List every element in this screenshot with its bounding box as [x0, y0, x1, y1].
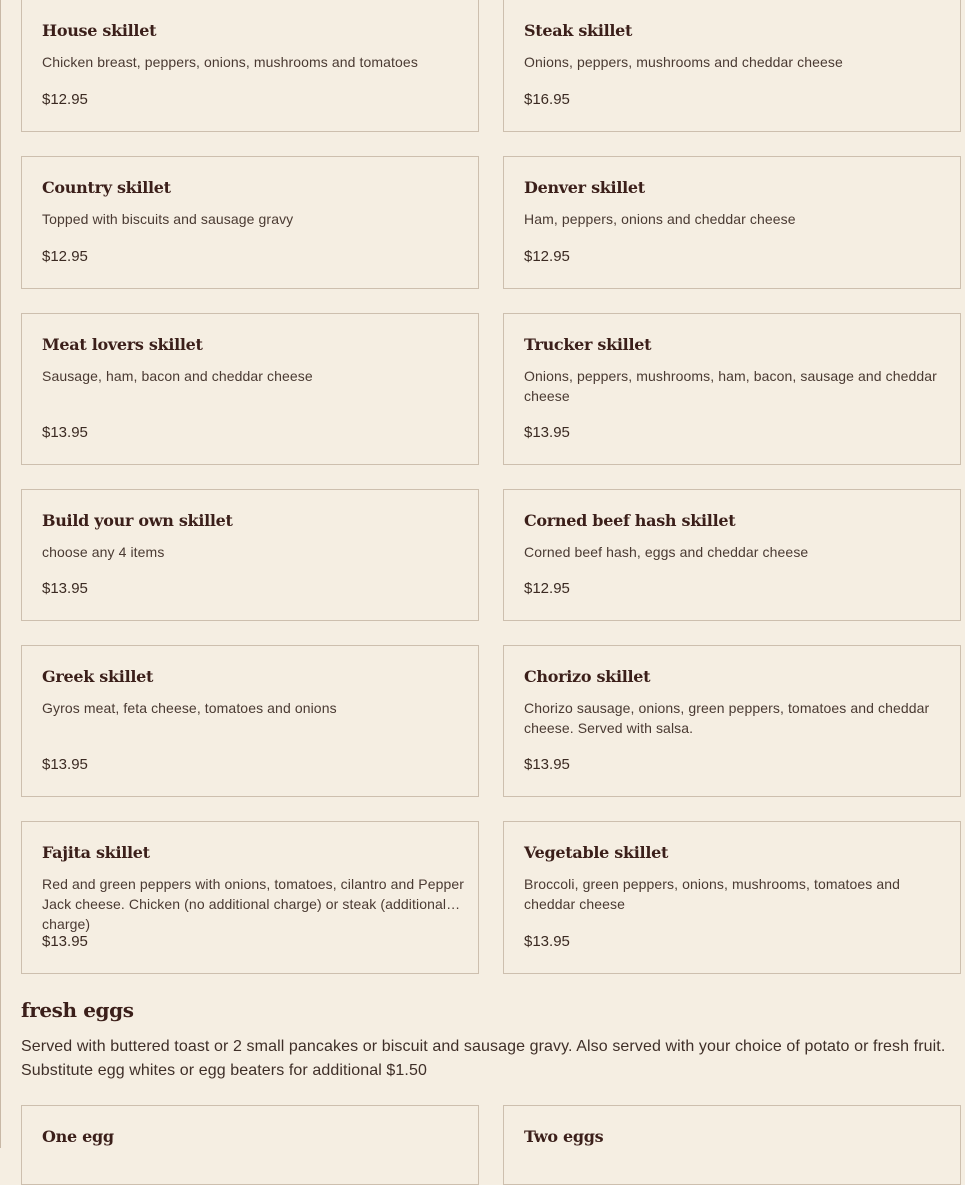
- menu-item-card[interactable]: [503, 1105, 961, 1185]
- menu-item-card[interactable]: [21, 0, 479, 132]
- menu-item-description: Chicken breast, peppers, onions, mushrooms and tomatoes: [42, 54, 418, 70]
- menu-item-description: Broccoli, green peppers, onions, mushrooms, tomatoes and cheddar cheese: [524, 876, 901, 912]
- section-title-fresh-eggs: fresh eggs: [21, 998, 134, 1022]
- menu-item-description: Chorizo sausage, onions, green peppers, tomatoes and cheddar cheese. Served with salsa.: [524, 700, 930, 736]
- menu-item-card[interactable]: [503, 313, 961, 465]
- menu-item-price: $13.95: [524, 933, 570, 950]
- menu-item-price: $13.95: [524, 756, 570, 773]
- menu-item-description: Ham, peppers, onions and cheddar cheese: [524, 211, 796, 227]
- menu-item-card[interactable]: [21, 1105, 479, 1185]
- menu-item-description: Topped with biscuits and sausage gravy: [42, 211, 294, 227]
- menu-item-price: $13.95: [524, 424, 570, 441]
- menu-item-name: Vegetable skillet: [524, 843, 669, 862]
- menu-item-name: Chorizo skillet: [524, 667, 651, 686]
- menu-item-card[interactable]: [503, 645, 961, 797]
- menu-item-name: Trucker skillet: [524, 335, 652, 354]
- menu-item-card[interactable]: [21, 645, 479, 797]
- menu-item-price: $16.95: [524, 91, 570, 108]
- menu-item-name: Country skillet: [42, 178, 171, 197]
- menu-item-description: Red and green peppers with onions, tomatoes, cilantro and Pepper Jack cheese. Chicken (no additional charge) or steak (additional charge): [42, 876, 464, 932]
- menu-item-name: Build your own skillet: [42, 511, 233, 530]
- menu-item-price: $13.95: [42, 933, 88, 950]
- menu-item-card[interactable]: [503, 0, 961, 132]
- menu-item-description: Sausage, ham, bacon and cheddar cheese: [42, 368, 313, 384]
- menu-item-price: $13.95: [42, 580, 88, 597]
- menu-item-card[interactable]: [21, 313, 479, 465]
- menu-item-price: $13.95: [42, 424, 88, 441]
- menu-item-name: Greek skillet: [42, 667, 154, 686]
- menu-item-price: $12.95: [42, 91, 88, 108]
- menu-item-card[interactable]: [21, 821, 479, 974]
- menu-item-price: $12.95: [524, 248, 570, 265]
- menu-item-description: Onions, peppers, mushrooms and cheddar cheese: [524, 54, 843, 70]
- menu-item-name: Fajita skillet: [42, 843, 150, 862]
- menu-item-description: choose any 4 items: [42, 544, 165, 560]
- menu-item-name: Corned beef hash skillet: [524, 511, 736, 530]
- menu-item-description: Onions, peppers, mushrooms, ham, bacon, sausage and cheddar cheese: [524, 368, 937, 404]
- menu-item-price: $12.95: [42, 248, 88, 265]
- menu-item-card[interactable]: [503, 821, 961, 974]
- skillets-grid: [21, 0, 961, 974]
- menu-item-description: Corned beef hash, eggs and cheddar cheese: [524, 544, 809, 560]
- menu-item-name: Meat lovers skillet: [42, 335, 203, 354]
- menu-item-card[interactable]: [503, 489, 961, 621]
- menu-item-name: One egg: [42, 1127, 114, 1146]
- menu-item-name: Two eggs: [524, 1127, 604, 1146]
- menu-item-price: $13.95: [42, 756, 88, 773]
- section-description-fresh-eggs: Served with buttered toast or 2 small pancakes or biscuit and sausage gravy. Also served with your choice of potato or fresh fruit. Substitute egg whites or egg beaters for additional $1.50: [21, 1038, 946, 1079]
- menu-item-card[interactable]: [503, 156, 961, 289]
- page-left-border: [0, 0, 1, 1148]
- menu-item-price: $12.95: [524, 580, 570, 597]
- menu-item-name: Denver skillet: [524, 178, 645, 197]
- menu-item-name: House skillet: [42, 21, 157, 40]
- menu-item-card[interactable]: [21, 489, 479, 621]
- fresh-eggs-grid: [21, 1105, 961, 1185]
- menu-item-card[interactable]: [21, 156, 479, 289]
- menu-item-description: Gyros meat, feta cheese, tomatoes and onions: [42, 700, 337, 716]
- menu-item-name: Steak skillet: [524, 21, 633, 40]
